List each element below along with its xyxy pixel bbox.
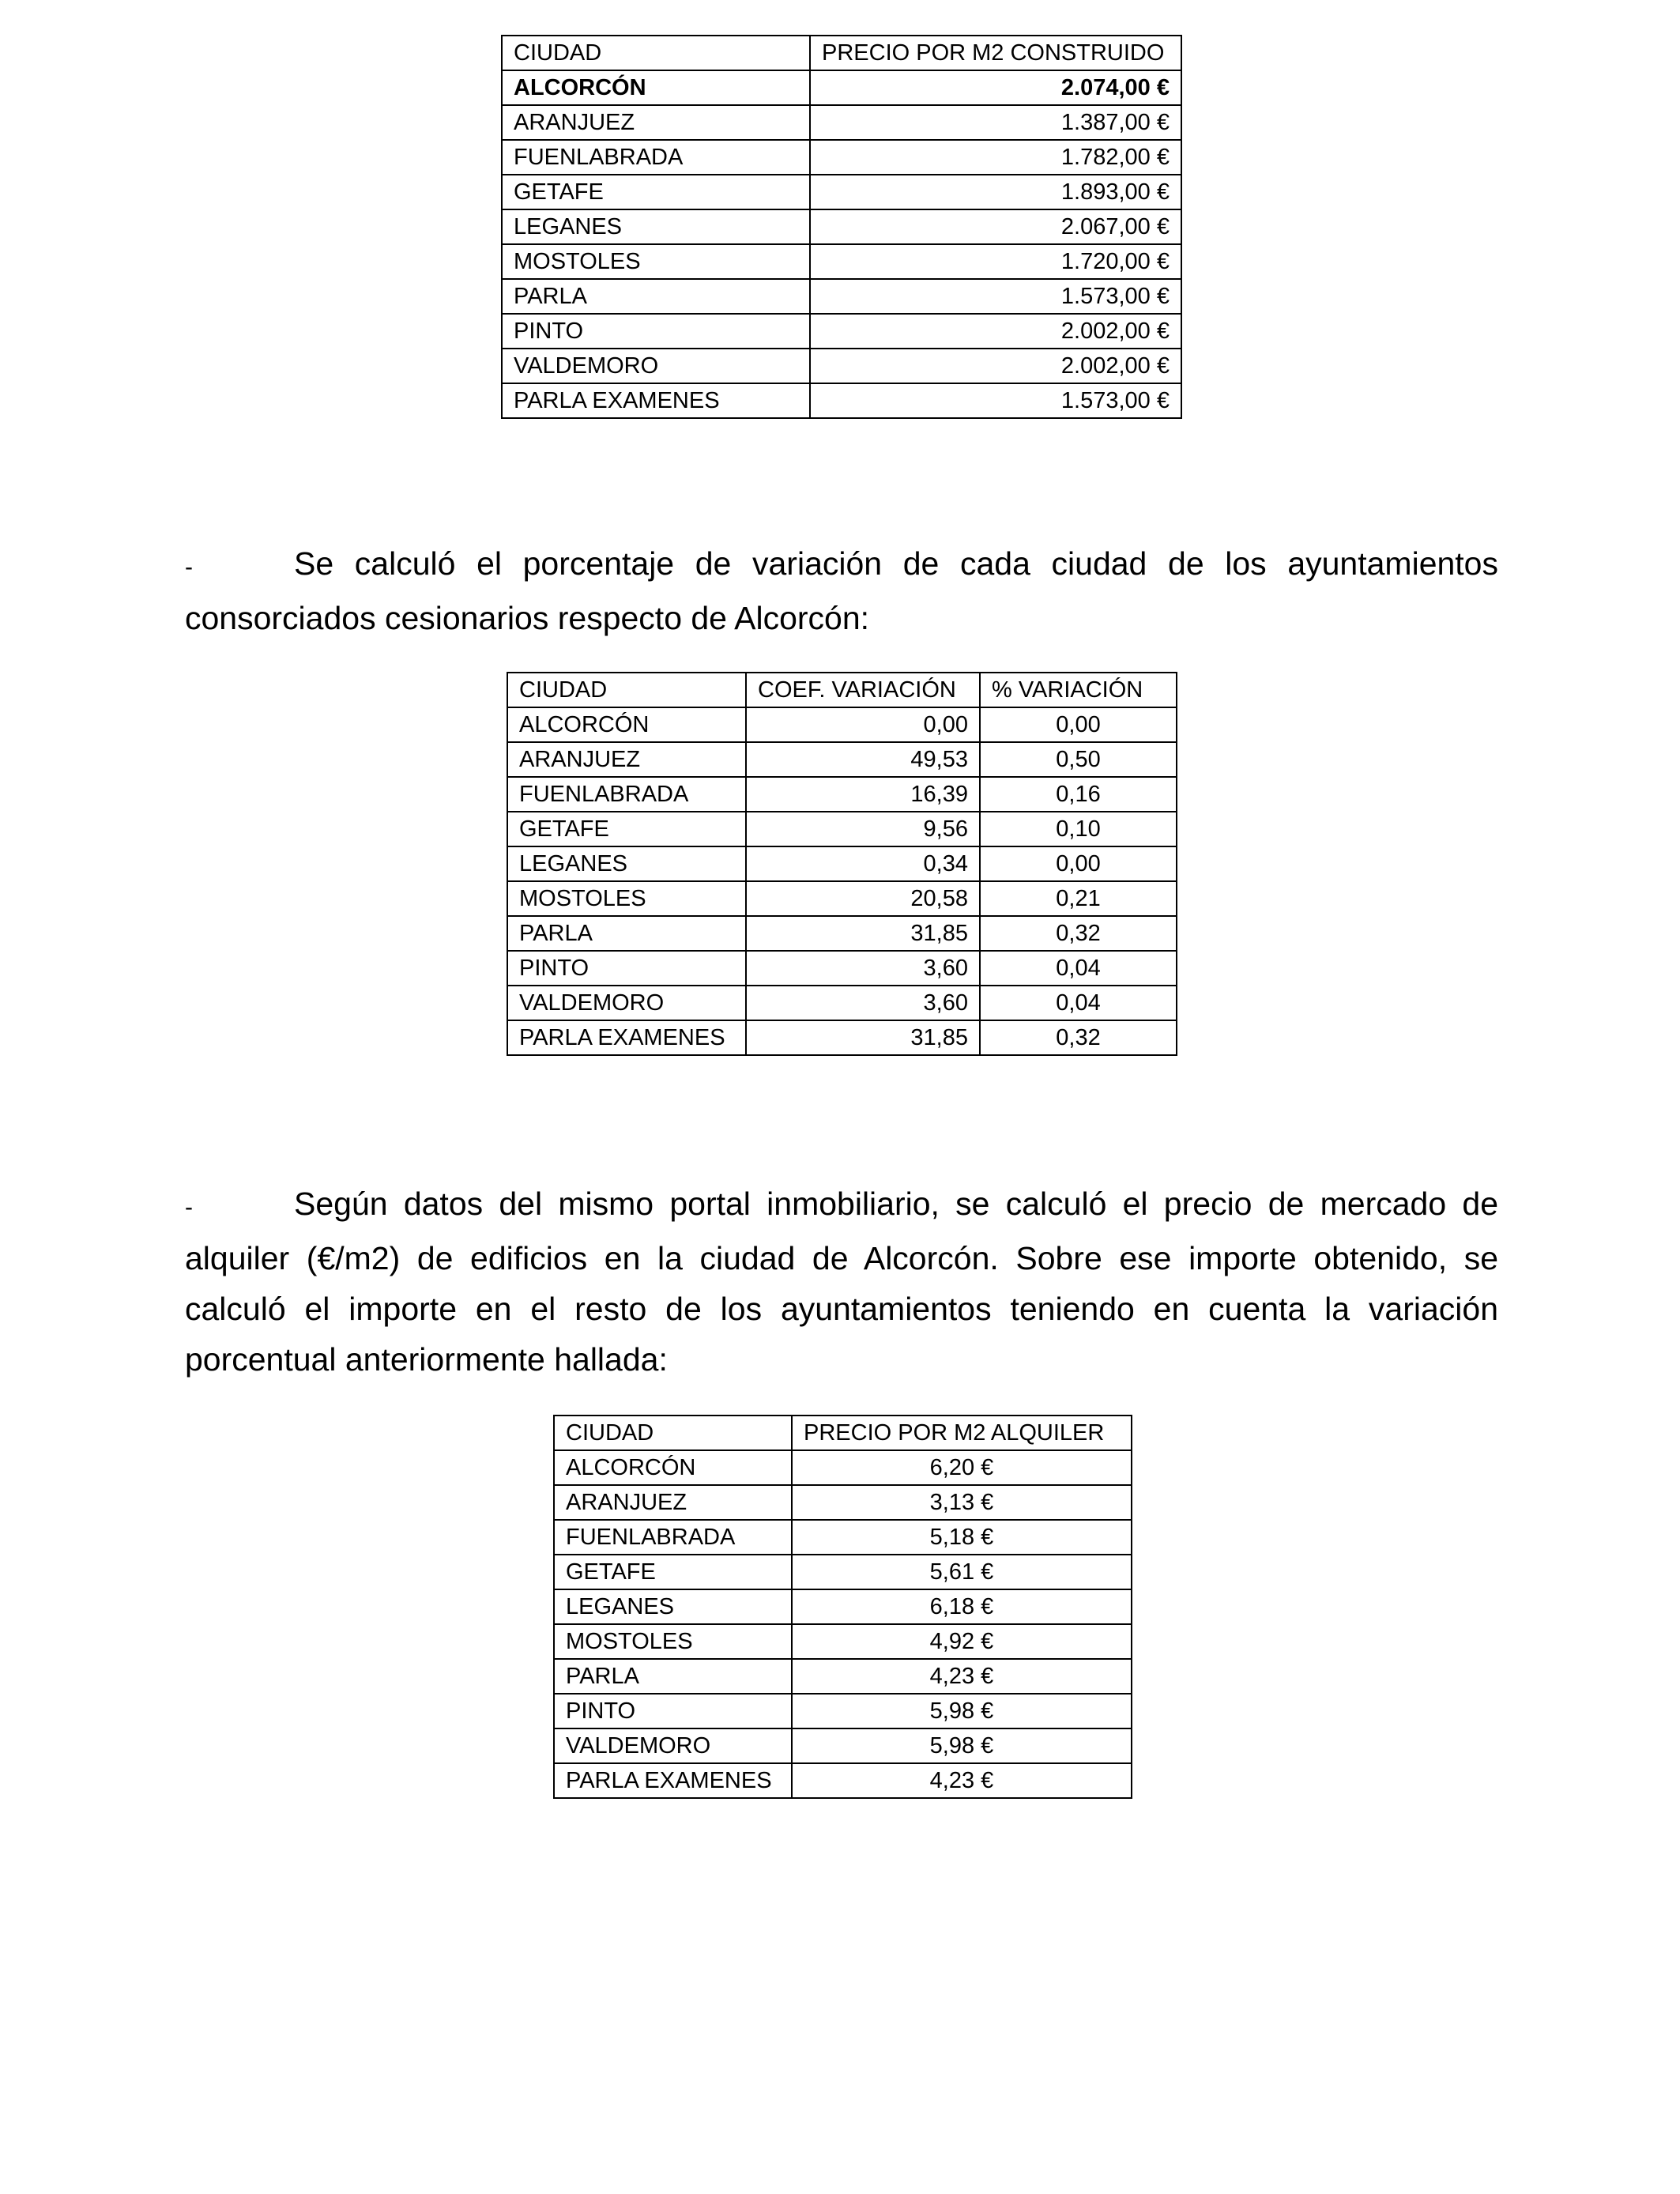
coef-cell: 9,56 (746, 812, 980, 846)
city-cell: VALDEMORO (502, 349, 810, 383)
bullet-dash: - (185, 1194, 193, 1220)
variation-table-body (507, 673, 1177, 1055)
coef-cell: 16,39 (746, 777, 980, 812)
table-row (502, 140, 1181, 175)
construction-price-table (501, 35, 1182, 419)
price-cell: 2.074,00 € (810, 70, 1181, 105)
city-cell: GETAFE (507, 812, 746, 846)
city-cell: PARLA (502, 279, 810, 314)
price-cell: 2.002,00 € (810, 314, 1181, 349)
bullet-dash: - (185, 554, 193, 580)
rental-price-paragraph (185, 1178, 1498, 1385)
table-row (502, 383, 1181, 418)
table-header-row (507, 673, 1177, 707)
city-cell: ARANJUEZ (554, 1485, 792, 1520)
table-header-row (502, 36, 1181, 70)
table-row (502, 70, 1181, 105)
coef-cell: 0,34 (746, 846, 980, 881)
table-header-row (554, 1416, 1132, 1450)
price-cell: 1.782,00 € (810, 140, 1181, 175)
rental-price-table-body (554, 1416, 1132, 1798)
city-cell: GETAFE (502, 175, 810, 209)
table-row (502, 314, 1181, 349)
city-cell: PARLA EXAMENES (502, 383, 810, 418)
city-cell: MOSTOLES (554, 1624, 792, 1659)
table-row (507, 707, 1177, 742)
price-cell: 1.387,00 € (810, 105, 1181, 140)
table-row (554, 1694, 1132, 1728)
table-row (502, 209, 1181, 244)
city-cell: LEGANES (507, 846, 746, 881)
city-cell: LEGANES (502, 209, 810, 244)
city-cell: LEGANES (554, 1589, 792, 1624)
city-cell: PARLA (554, 1659, 792, 1694)
table-row (554, 1728, 1132, 1763)
coef-cell: 3,60 (746, 986, 980, 1020)
pct-cell: 0,50 (980, 742, 1177, 777)
rent-cell: 4,92 € (792, 1624, 1132, 1659)
coef-cell: 49,53 (746, 742, 980, 777)
coef-cell: 31,85 (746, 916, 980, 951)
pct-cell: 0,00 (980, 846, 1177, 881)
rental-price-paragraph-text: Según datos del mismo portal inmobiliario, se calculó el precio de mercado de alquiler (€/m2) de edificios en la ciudad de Alcorcón. Sobre ese importe obtenido, se calculó el importe en el resto de los ayuntamientos teniendo en cuenta la variación porcentual anteriormente hallada: (185, 1186, 1498, 1378)
rent-cell: 5,18 € (792, 1520, 1132, 1555)
table-row (507, 916, 1177, 951)
table-row (554, 1763, 1132, 1798)
table-row (502, 244, 1181, 279)
table-row (554, 1555, 1132, 1589)
city-cell: ALCORCÓN (554, 1450, 792, 1485)
city-cell: FUENLABRADA (502, 140, 810, 175)
city-cell: MOSTOLES (507, 881, 746, 916)
table-row (507, 846, 1177, 881)
city-cell: GETAFE (554, 1555, 792, 1589)
city-cell: PARLA EXAMENES (507, 1020, 746, 1055)
column-header-precio-alquiler: PRECIO POR M2 ALQUILER (792, 1416, 1132, 1450)
table-row (507, 986, 1177, 1020)
column-header-ciudad: CIUDAD (502, 36, 810, 70)
pct-cell: 0,04 (980, 951, 1177, 986)
table-row (507, 812, 1177, 846)
price-cell: 2.002,00 € (810, 349, 1181, 383)
city-cell: ARANJUEZ (507, 742, 746, 777)
city-cell: PARLA EXAMENES (554, 1763, 792, 1798)
table-row (554, 1485, 1132, 1520)
rent-cell: 6,20 € (792, 1450, 1132, 1485)
coef-cell: 20,58 (746, 881, 980, 916)
city-cell: FUENLABRADA (554, 1520, 792, 1555)
column-header-ciudad: CIUDAD (554, 1416, 792, 1450)
coef-cell: 3,60 (746, 951, 980, 986)
price-cell: 1.573,00 € (810, 383, 1181, 418)
coef-cell: 31,85 (746, 1020, 980, 1055)
rent-cell: 5,61 € (792, 1555, 1132, 1589)
variation-paragraph-text: Se calculó el porcentaje de variación de cada ciudad de los ayuntamientos consorciados cesionarios respecto de Alcorcón: (185, 545, 1498, 636)
pct-cell: 0,16 (980, 777, 1177, 812)
rent-cell: 4,23 € (792, 1659, 1132, 1694)
rental-price-table (553, 1415, 1132, 1799)
city-cell: FUENLABRADA (507, 777, 746, 812)
table-row (507, 742, 1177, 777)
table-row (507, 777, 1177, 812)
price-cell: 1.720,00 € (810, 244, 1181, 279)
pct-cell: 0,32 (980, 916, 1177, 951)
city-cell: PARLA (507, 916, 746, 951)
table-row (507, 1020, 1177, 1055)
table-row (554, 1659, 1132, 1694)
table-row (502, 279, 1181, 314)
coef-cell: 0,00 (746, 707, 980, 742)
construction-price-table-body (502, 36, 1181, 418)
table-row (502, 349, 1181, 383)
table-row (507, 881, 1177, 916)
rent-cell: 4,23 € (792, 1763, 1132, 1798)
city-cell: PINTO (554, 1694, 792, 1728)
column-header-ciudad: CIUDAD (507, 673, 746, 707)
city-cell: PINTO (502, 314, 810, 349)
city-cell: ARANJUEZ (502, 105, 810, 140)
column-header-precio-construido: PRECIO POR M2 CONSTRUIDO (810, 36, 1181, 70)
city-cell: PINTO (507, 951, 746, 986)
pct-cell: 0,21 (980, 881, 1177, 916)
rent-cell: 5,98 € (792, 1728, 1132, 1763)
variation-table (507, 672, 1177, 1056)
table-row (554, 1520, 1132, 1555)
rent-cell: 3,13 € (792, 1485, 1132, 1520)
table-row (554, 1624, 1132, 1659)
rent-cell: 6,18 € (792, 1589, 1132, 1624)
price-cell: 1.893,00 € (810, 175, 1181, 209)
pct-cell: 0,32 (980, 1020, 1177, 1055)
price-cell: 1.573,00 € (810, 279, 1181, 314)
table-row (554, 1450, 1132, 1485)
table-row (502, 175, 1181, 209)
pct-cell: 0,00 (980, 707, 1177, 742)
table-row (507, 951, 1177, 986)
table-row (554, 1589, 1132, 1624)
pct-cell: 0,10 (980, 812, 1177, 846)
city-cell: VALDEMORO (507, 986, 746, 1020)
column-header-coef-variacion: COEF. VARIACIÓN (746, 673, 980, 707)
pct-cell: 0,04 (980, 986, 1177, 1020)
city-cell: MOSTOLES (502, 244, 810, 279)
table-row (502, 105, 1181, 140)
rent-cell: 5,98 € (792, 1694, 1132, 1728)
column-header-pct-variacion: % VARIACIÓN (980, 673, 1177, 707)
variation-paragraph (185, 538, 1498, 643)
city-cell: ALCORCÓN (507, 707, 746, 742)
city-cell: VALDEMORO (554, 1728, 792, 1763)
city-cell: ALCORCÓN (502, 70, 810, 105)
price-cell: 2.067,00 € (810, 209, 1181, 244)
